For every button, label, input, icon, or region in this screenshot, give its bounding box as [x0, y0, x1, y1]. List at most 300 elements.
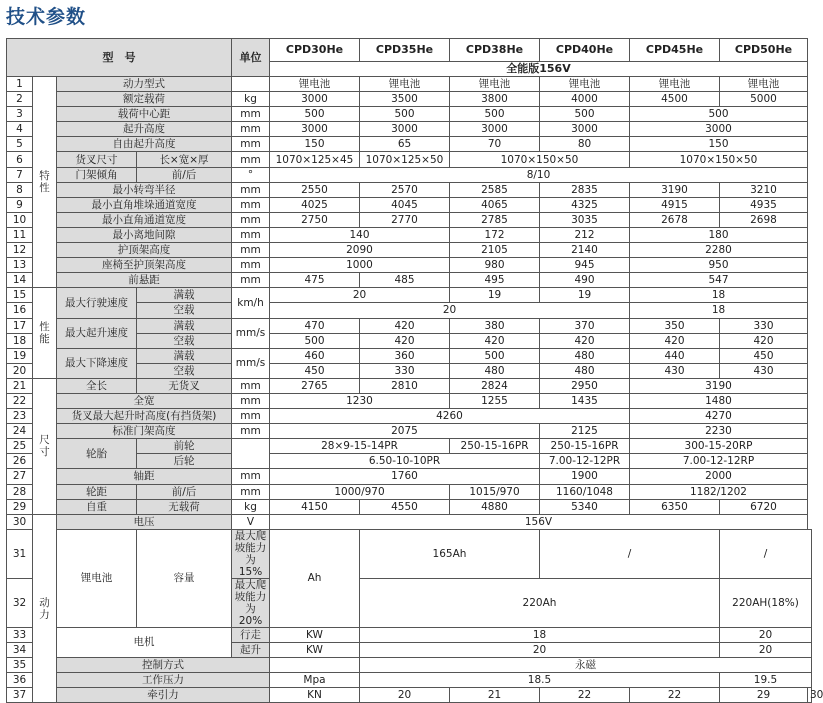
param-sublabel: 长×宽×厚: [137, 152, 232, 167]
param-label: 起升高度: [57, 122, 232, 137]
table-row: [7, 92, 812, 107]
param-label: 自重: [57, 499, 137, 514]
param-sublabel: 起升: [232, 642, 270, 657]
unit-cell: mm: [232, 484, 270, 499]
value-cell: 1435: [540, 393, 630, 408]
unit-cell: mm/s: [232, 348, 270, 378]
value-cell: 20: [270, 303, 630, 318]
value-cell: 5000: [720, 92, 808, 107]
param-sublabel: 满载: [137, 288, 232, 303]
value-cell: 420: [360, 318, 450, 333]
value-cell: 4260: [270, 409, 630, 424]
unit-cell: KW: [270, 627, 360, 642]
row-number: 6: [7, 152, 33, 167]
header-row: [7, 39, 812, 62]
value-cell: 6.50-10-10PR: [270, 454, 540, 469]
table-row: [7, 107, 812, 122]
table-row: [7, 529, 812, 578]
row-number: 18: [7, 333, 33, 348]
unit-cell: mm: [232, 378, 270, 393]
value-cell: 29: [720, 688, 808, 703]
row-number: 36: [7, 673, 33, 688]
value-cell: 2785: [450, 212, 540, 227]
unit-cell: KW: [270, 642, 360, 657]
row-number: 32: [7, 578, 33, 627]
table-row: [7, 484, 812, 499]
param-sublabel: 行走: [232, 627, 270, 642]
param-label: 锂电池: [57, 529, 137, 627]
group-label: 动力: [33, 514, 57, 703]
param-label: 动力型式: [57, 77, 232, 92]
value-cell: 440: [630, 348, 720, 363]
version-header: 全能版156V: [270, 62, 808, 77]
value-cell: 锂电池: [630, 77, 720, 92]
value-cell: 1182/1202: [630, 484, 808, 499]
param-label: 前悬距: [57, 273, 232, 288]
value-cell: 锂电池: [360, 77, 450, 92]
row-number: 13: [7, 258, 33, 273]
unit-cell: mm: [232, 469, 270, 484]
row-number: 35: [7, 658, 33, 673]
row-number: 22: [7, 393, 33, 408]
row-number: 3: [7, 107, 33, 122]
value-cell: 1900: [540, 469, 630, 484]
row-number: 28: [7, 484, 33, 499]
unit-cell: mm: [232, 122, 270, 137]
param-label: 货叉最大起升时高度(有挡货架): [57, 409, 232, 424]
value-cell: 250-15-16PR: [450, 439, 540, 454]
row-number: 7: [7, 167, 33, 182]
value-cell: 420: [360, 333, 450, 348]
table-row: [7, 469, 812, 484]
value-cell: 1070×125×45: [270, 152, 360, 167]
value-cell: 锂电池: [270, 77, 360, 92]
value-cell: 7.00-12-12PR: [540, 454, 630, 469]
value-cell: 20: [720, 627, 812, 642]
value-cell: 450: [270, 363, 360, 378]
param-label: 最小转弯半径: [57, 182, 232, 197]
unit-cell: mm: [232, 212, 270, 227]
value-cell: 80: [540, 137, 630, 152]
table-row: [7, 658, 812, 673]
row-number: 31: [7, 529, 33, 578]
value-cell: 1160/1048: [540, 484, 630, 499]
value-cell: 180: [630, 227, 808, 242]
row-number: 30: [7, 514, 33, 529]
value-cell: 500: [270, 333, 360, 348]
table-row: [7, 409, 812, 424]
unit-cell: mm: [232, 182, 270, 197]
value-cell: 1760: [270, 469, 540, 484]
value-cell: 4270: [630, 409, 808, 424]
param-sublabel: 空载: [137, 303, 232, 318]
value-cell: 420: [630, 333, 720, 348]
value-cell: 156V: [270, 514, 808, 529]
row-number: 29: [7, 499, 33, 514]
param-sublabel: 空载: [137, 333, 232, 348]
unit-cell: [232, 439, 270, 469]
value-cell: 945: [540, 258, 630, 273]
table-row: [7, 197, 812, 212]
value-cell: 2105: [450, 243, 540, 258]
value-cell: 500: [450, 107, 540, 122]
value-cell: 28×9-15-14PR: [270, 439, 450, 454]
row-number: 1: [7, 77, 33, 92]
row-number: 4: [7, 122, 33, 137]
value-cell: 480: [450, 363, 540, 378]
param-label: 载荷中心距: [57, 107, 232, 122]
table-row: [7, 258, 812, 273]
param-sublabel: 空载: [137, 363, 232, 378]
value-cell: 430: [720, 363, 808, 378]
table-row: [7, 424, 812, 439]
value-cell: 锂电池: [450, 77, 540, 92]
model-name: CPD40He: [540, 39, 630, 62]
value-cell: 1015/970: [450, 484, 540, 499]
value-cell: 2750: [270, 212, 360, 227]
param-label: 最小离地间隙: [57, 227, 232, 242]
table-row: [7, 318, 812, 333]
value-cell: 2125: [540, 424, 630, 439]
value-cell: 4065: [450, 197, 540, 212]
row-number: 15: [7, 288, 33, 303]
value-cell: 18: [630, 303, 808, 318]
value-cell: 212: [540, 227, 630, 242]
value-cell: 2950: [540, 378, 630, 393]
param-label: 全长: [57, 378, 137, 393]
value-cell: 500: [450, 348, 540, 363]
param-label: 标准门架高度: [57, 424, 232, 439]
value-cell: 19.5: [720, 673, 812, 688]
value-cell: 480: [540, 363, 630, 378]
row-number: 9: [7, 197, 33, 212]
param-sublabel: 无货叉: [137, 378, 232, 393]
value-cell: 360: [360, 348, 450, 363]
value-cell: 1255: [450, 393, 540, 408]
value-cell: 480: [540, 348, 630, 363]
unit-cell: mm: [232, 258, 270, 273]
value-cell: 2585: [450, 182, 540, 197]
value-cell: 22: [540, 688, 630, 703]
value-cell: 3000: [630, 122, 808, 137]
value-cell: 7.00-12-12RP: [630, 454, 808, 469]
value-cell: /: [540, 529, 720, 578]
value-cell: 18: [630, 288, 808, 303]
unit-cell: mm: [232, 197, 270, 212]
row-number: 14: [7, 273, 33, 288]
table-row: [7, 288, 812, 303]
value-cell: 2000: [630, 469, 808, 484]
value-cell: 19: [450, 288, 540, 303]
unit-cell: mm: [232, 409, 270, 424]
unit-cell: mm: [232, 137, 270, 152]
param-sublabel: 后轮: [137, 454, 232, 469]
value-cell: 2550: [270, 182, 360, 197]
value-cell: 2810: [360, 378, 450, 393]
row-number: 5: [7, 137, 33, 152]
value-cell: 3000: [540, 122, 630, 137]
row-number: 34: [7, 642, 33, 657]
group-label: 特性: [33, 77, 57, 288]
param-sublabel: 满载: [137, 348, 232, 363]
spec-table: [6, 38, 823, 703]
value-cell: 2230: [630, 424, 808, 439]
value-cell: 18: [360, 627, 720, 642]
model-name: CPD45He: [630, 39, 720, 62]
value-cell: 150: [270, 137, 360, 152]
value-cell: 4025: [270, 197, 360, 212]
param-label: 轮胎: [57, 439, 137, 469]
value-cell: 锂电池: [540, 77, 630, 92]
value-cell: 370: [540, 318, 630, 333]
value-cell: 330: [720, 318, 808, 333]
table-row: [7, 77, 812, 92]
unit-cell: mm: [232, 243, 270, 258]
value-cell: 2075: [270, 424, 540, 439]
table-row: [7, 393, 812, 408]
value-cell: 4915: [630, 197, 720, 212]
table-row: [7, 378, 812, 393]
row-number: 19: [7, 348, 33, 363]
value-cell: 6350: [630, 499, 720, 514]
param-label: 最大起升速度: [57, 318, 137, 348]
row-number: 26: [7, 454, 33, 469]
value-cell: 2140: [540, 243, 630, 258]
value-cell: 20: [360, 688, 450, 703]
table-row: [7, 137, 812, 152]
value-cell: 2280: [630, 243, 808, 258]
table-row: [7, 499, 812, 514]
value-cell: 500: [630, 107, 808, 122]
param-label: 电机: [57, 627, 232, 657]
value-cell: 8/10: [270, 167, 808, 182]
unit-cell: mm/s: [232, 318, 270, 348]
value-cell: 2765: [270, 378, 360, 393]
value-cell: 4550: [360, 499, 450, 514]
model-name: CPD35He: [360, 39, 450, 62]
param-label: 最小直角堆垛通道宽度: [57, 197, 232, 212]
table-row: [7, 673, 812, 688]
value-cell: 2090: [270, 243, 450, 258]
model-name: CPD30He: [270, 39, 360, 62]
value-cell: 18.5: [360, 673, 720, 688]
param-sublabel: 最大爬坡能力为15%: [232, 529, 270, 578]
model-name: CPD38He: [450, 39, 540, 62]
param-sublabel: 最大爬坡能力为20%: [232, 578, 270, 627]
table-row: [7, 688, 812, 703]
value-cell: 2770: [360, 212, 450, 227]
value-cell: 430: [630, 363, 720, 378]
value-cell: 20: [360, 642, 720, 657]
table-row: [7, 348, 812, 363]
value-cell: 20: [720, 642, 812, 657]
value-cell: 4325: [540, 197, 630, 212]
group-label: 性能: [33, 288, 57, 379]
param-label: 货叉尺寸: [57, 152, 137, 167]
row-number: 37: [7, 688, 33, 703]
unit-cell: KN: [270, 688, 360, 703]
param-label: 门架倾角: [57, 167, 137, 182]
value-cell: 1480: [630, 393, 808, 408]
param-label: 额定载荷: [57, 92, 232, 107]
param-label: 自由起升高度: [57, 137, 232, 152]
value-cell: 3500: [360, 92, 450, 107]
value-cell: 6720: [720, 499, 808, 514]
value-cell: 3000: [450, 122, 540, 137]
param-label: 工作压力: [57, 673, 270, 688]
value-cell: 锂电池: [720, 77, 808, 92]
param-sublabel: 前/后: [137, 167, 232, 182]
value-cell: 350: [630, 318, 720, 333]
unit-cell: Mpa: [270, 673, 360, 688]
value-cell: /: [720, 529, 812, 578]
value-cell: 21: [450, 688, 540, 703]
row-number: 23: [7, 409, 33, 424]
table-row: [7, 152, 812, 167]
value-cell: 永磁: [360, 658, 812, 673]
value-cell: 165Ah: [360, 529, 540, 578]
value-cell: 475: [270, 273, 360, 288]
value-cell: 500: [540, 107, 630, 122]
row-number: 27: [7, 469, 33, 484]
value-cell: 3000: [270, 122, 360, 137]
table-row: [7, 439, 812, 454]
value-cell: 5340: [540, 499, 630, 514]
value-cell: 250-15-16PR: [540, 439, 630, 454]
value-cell: 2835: [540, 182, 630, 197]
row-number: 8: [7, 182, 33, 197]
table-row: [7, 273, 812, 288]
value-cell: 3035: [540, 212, 630, 227]
table-row: [7, 212, 812, 227]
unit-cell: mm: [232, 273, 270, 288]
unit-cell: mm: [232, 152, 270, 167]
value-cell: 1070×125×50: [360, 152, 450, 167]
unit-cell: mm: [232, 107, 270, 122]
row-number: 12: [7, 243, 33, 258]
value-cell: 30: [808, 688, 812, 703]
param-label: 牵引力: [57, 688, 270, 703]
value-cell: 3190: [630, 182, 720, 197]
unit-cell: °: [232, 167, 270, 182]
value-cell: 1000: [270, 258, 450, 273]
param-label: 座椅至护顶架高度: [57, 258, 232, 273]
value-cell: 490: [540, 273, 630, 288]
unit-cell: kg: [232, 499, 270, 514]
param-sublabel: 无载荷: [137, 499, 232, 514]
row-number: 20: [7, 363, 33, 378]
value-cell: 4150: [270, 499, 360, 514]
value-cell: 3000: [360, 122, 450, 137]
unit-header: 单位: [232, 39, 270, 77]
value-cell: 4880: [450, 499, 540, 514]
value-cell: 980: [450, 258, 540, 273]
unit-cell: V: [232, 514, 270, 529]
value-cell: 547: [630, 273, 808, 288]
unit-cell: kg: [232, 92, 270, 107]
value-cell: 70: [450, 137, 540, 152]
value-cell: 4045: [360, 197, 450, 212]
param-sublabel: 容量: [137, 529, 232, 627]
param-label: 最大行驶速度: [57, 288, 137, 318]
value-cell: 1070×150×50: [450, 152, 630, 167]
value-cell: 495: [450, 273, 540, 288]
row-number: 16: [7, 303, 33, 318]
value-cell: 460: [270, 348, 360, 363]
value-cell: 19: [540, 288, 630, 303]
value-cell: 950: [630, 258, 808, 273]
table-row: [7, 227, 812, 242]
table-row: [7, 627, 812, 642]
value-cell: 150: [630, 137, 808, 152]
value-cell: 4000: [540, 92, 630, 107]
unit-cell: [232, 77, 270, 92]
param-label: 最小直角通道宽度: [57, 212, 232, 227]
value-cell: 500: [270, 107, 360, 122]
value-cell: 220AH(18%): [720, 578, 812, 627]
row-number: 25: [7, 439, 33, 454]
value-cell: 420: [450, 333, 540, 348]
value-cell: 3190: [630, 378, 808, 393]
value-cell: 420: [720, 333, 808, 348]
value-cell: 470: [270, 318, 360, 333]
value-cell: 1230: [270, 393, 450, 408]
group-label: 尺寸: [33, 378, 57, 514]
param-label: 电压: [57, 514, 232, 529]
value-cell: 3800: [450, 92, 540, 107]
value-cell: 2570: [360, 182, 450, 197]
table-row: [7, 122, 812, 137]
row-number: 33: [7, 627, 33, 642]
page-title: 技术参数: [6, 6, 87, 28]
value-cell: 420: [540, 333, 630, 348]
value-cell: 485: [360, 273, 450, 288]
value-cell: 172: [450, 227, 540, 242]
param-sublabel: 前轮: [137, 439, 232, 454]
value-cell: 380: [450, 318, 540, 333]
table-row: [7, 182, 812, 197]
param-label: 轴距: [57, 469, 232, 484]
table-row: [7, 514, 812, 529]
value-cell: 2678: [630, 212, 720, 227]
param-label: 全宽: [57, 393, 232, 408]
value-cell: 220Ah: [360, 578, 720, 627]
value-cell: 22: [630, 688, 720, 703]
unit-cell: km/h: [232, 288, 270, 318]
value-cell: 3000: [270, 92, 360, 107]
param-sublabel: 满载: [137, 318, 232, 333]
spec-table-body: [7, 39, 823, 703]
unit-cell: Ah: [270, 529, 360, 627]
value-cell: 450: [720, 348, 808, 363]
row-number: 24: [7, 424, 33, 439]
row-number: 2: [7, 92, 33, 107]
table-row: [7, 167, 812, 182]
value-cell: 20: [270, 288, 450, 303]
value-cell: 1070×150×50: [630, 152, 808, 167]
param-label: 轮距: [57, 484, 137, 499]
value-cell: 2824: [450, 378, 540, 393]
unit-cell: mm: [232, 227, 270, 242]
param-sublabel: 前/后: [137, 484, 232, 499]
unit-cell: mm: [232, 393, 270, 408]
value-cell: 2698: [720, 212, 808, 227]
value-cell: 4935: [720, 197, 808, 212]
value-cell: 4500: [630, 92, 720, 107]
table-row: [7, 243, 812, 258]
value-cell: 3210: [720, 182, 808, 197]
row-number: 11: [7, 227, 33, 242]
